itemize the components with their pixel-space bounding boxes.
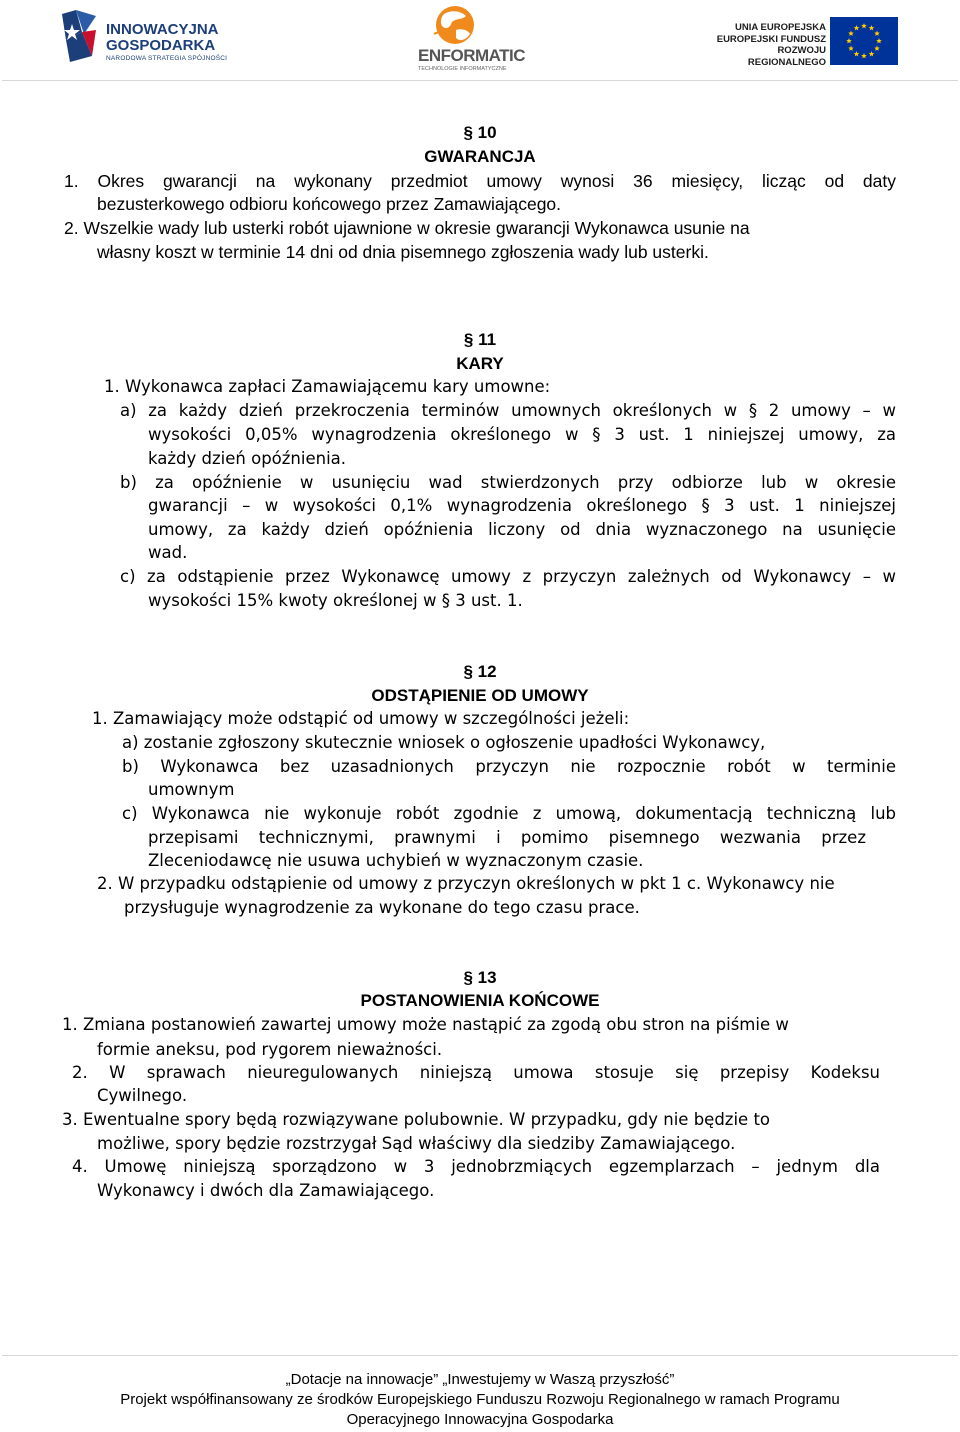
s10-point1-line1: 1. Okres gwarancji na wykonany przedmiot umowy wynosi 36 miesięcy, licząc od daty: [64, 171, 896, 191]
s12-b-line1: b) Wykonawca bez uzasadnionych przyczyn nie rozpocznie robót w terminie: [122, 757, 896, 776]
s11-b-line2: gwarancji – w wysokości 0,1% wynagrodzenia określonego § 3 ust. 1 niniejszej: [148, 496, 896, 515]
innowacyjna-gospodarka-logo: [62, 10, 242, 70]
s13-point4-line1: 4. Umowę niniejszą sporządzono w 3 jednobrzmiących egzemplarzach – jednym dla: [72, 1157, 880, 1176]
ig-logo-line2: GOSPODARKA: [106, 37, 216, 54]
footer-line3: Operacyjnego Innowacyjna Gospodarka: [346, 1411, 614, 1428]
s12-c-line3: Zleceniodawcę nie usuwa uchybień w wyznaczonym czasie.: [148, 851, 644, 870]
enformatic-name: ENFORMATIC: [418, 46, 526, 65]
s13-point1-line2: formie aneksu, pod rygorem nieważności.: [97, 1040, 443, 1059]
ig-star-icon: [62, 10, 96, 62]
section-13-title: POSTANOWIENIA KOŃCOWE: [360, 991, 600, 1010]
eu-logo-line2: EUROPEJSKI FUNDUSZ: [716, 33, 826, 45]
s12-c-line2: przepisami technicznymi, prawnymi i pomimo pisemnego wezwania przez: [148, 828, 866, 847]
s11-a-line1: a) za każdy dzień przekroczenia terminów umownych określonych w § 2 umowy – w: [120, 401, 896, 420]
enformatic-subtitle: TECHNOLOGIE INFORMATYCZNE: [418, 66, 507, 72]
s12-b-line2: umownym: [148, 780, 235, 799]
s11-b-line4: wad.: [148, 543, 188, 562]
globe-icon: [400, 4, 510, 48]
footer-line2: Projekt współfinansowany ze środków Europejskiego Funduszu Rozwoju Regionalnego w ramach Programu: [120, 1391, 840, 1408]
s13-point1-line1: 1. Zmiana postanowień zawartej umowy może nastąpić za zgodą obu stron na piśmie w: [62, 1015, 789, 1034]
s13-point3-line1: 3. Ewentualne spory będą rozwiązywane polubownie. W przypadku, gdy nie będzie to: [62, 1110, 771, 1129]
s12-point2-line2: przysługuje wynagrodzenie za wykonane do tego czasu prace.: [124, 898, 640, 917]
eu-logo: [690, 14, 900, 66]
s11-c-line2: wysokości 15% kwoty określonej w § 3 ust. 1.: [148, 591, 523, 610]
page-footer: [0, 1370, 960, 1430]
s10-point2-line2: własny koszt w terminie 14 dni od dnia pisemnego zgłoszenia wady lub usterki.: [97, 242, 709, 262]
s13-point2-line2: Cywilnego.: [97, 1086, 188, 1105]
s11-c-line1: c) za odstąpienie przez Wykonawcę umowy z przyczyn zależnych od Wykonawcy – w: [120, 567, 896, 586]
eu-logo-line1: UNIA EUROPEJSKA: [735, 22, 826, 33]
section-11-number: § 11: [463, 330, 497, 349]
page-header: [0, 0, 960, 80]
s13-point4-line2: Wykonawcy i dwóch dla Zamawiającego.: [97, 1181, 435, 1200]
s12-c-line1: c) Wykonawca nie wykonuje robót zgodnie z umową, dokumentacją techniczną lub: [122, 804, 896, 823]
section-12-number: § 12: [463, 662, 497, 681]
s13-point2-line1: 2. W sprawach nieuregulowanych niniejszą umowa stosuje się przepisy Kodeksu: [72, 1063, 880, 1082]
eu-logo-text: [700, 22, 826, 68]
s10-point1-line2: bezusterkowego odbioru końcowego przez Zamawiającego.: [97, 194, 562, 214]
header-divider: [2, 80, 958, 81]
section-13-number: § 13: [463, 968, 497, 987]
eu-flag-icon: [830, 17, 898, 65]
eu-logo-line3: ROZWOJU REGIONALNEGO: [747, 45, 826, 68]
s10-point2-line1: 2. Wszelkie wady lub usterki robót ujawnione w okresie gwarancji Wykonawca usunie na: [64, 218, 750, 238]
s11-point1: 1. Wykonawca zapłaci Zamawiającemu kary umowne:: [104, 377, 551, 396]
enformatic-logo: [400, 4, 526, 74]
s12-point2-line1: 2. W przypadku odstąpienie od umowy z przyczyn określonych w pkt 1 c. Wykonawcy nie: [97, 874, 835, 893]
s12-a-line1: a) zostanie zgłoszony skutecznie wniosek o ogłoszenie upadłości Wykonawcy,: [122, 733, 766, 752]
s13-point3-line2: możliwe, spory będzie rozstrzygał Sąd właściwy dla siedziby Zamawiającego.: [97, 1134, 736, 1153]
ig-logo-line1: INNOWACYJNA: [106, 21, 219, 38]
footer-divider: [2, 1355, 958, 1356]
s11-b-line3: umowy, za każdy dzień opóźnienia liczony od dnia wyznaczonego na usunięcie: [148, 520, 896, 539]
section-12-title: ODSTĄPIENIE OD UMOWY: [371, 686, 589, 705]
s11-b-line1: b) za opóźnienie w usunięciu wad stwierdzonych przy odbiorze lub w okresie: [120, 473, 896, 492]
s11-a-line3: każdy dzień opóźnienia.: [148, 449, 347, 468]
ig-logo-title: [106, 22, 219, 54]
s12-point1: 1. Zamawiający może odstąpić od umowy w szczególności jeżeli:: [92, 709, 630, 728]
ig-logo-subtitle: NARODOWA STRATEGIA SPÓJNOŚCI: [106, 55, 228, 62]
s11-a-line2: wysokości 0,05% wynagrodzenia określonego w § 3 ust. 1 niniejszej umowy, za: [148, 425, 896, 444]
section-10-title: GWARANCJA: [424, 147, 536, 166]
footer-line1: „Dotacje na innowacje” „Inwestujemy w Waszą przyszłość”: [285, 1371, 675, 1388]
section-11-title: KARY: [456, 354, 504, 373]
section-10-number: § 10: [463, 123, 497, 142]
